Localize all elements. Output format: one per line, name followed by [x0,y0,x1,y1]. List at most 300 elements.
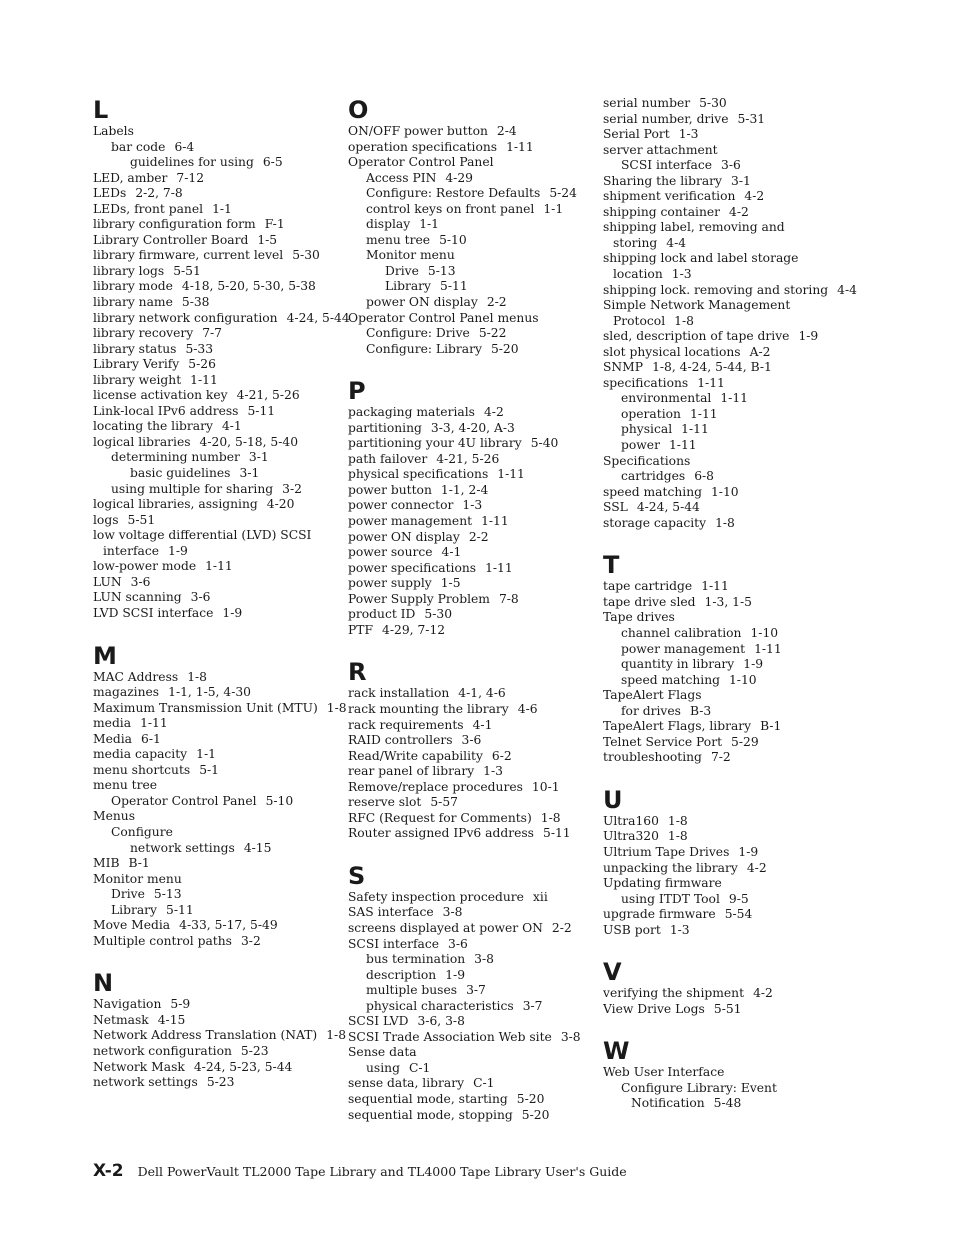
entry-term: Configure: Library [366,341,482,356]
entry-term: sequential mode, starting [348,1091,508,1106]
index-section-v [603,958,853,1017]
entry-pages: 5-9 [170,997,191,1012]
section-letter: O [348,96,369,124]
entry-term: operation [621,406,681,421]
entry-pages: 7-2 [710,750,731,765]
entry-pages: 1-8, 4-24, 5-44, B-1 [652,360,772,375]
index-entry [348,686,598,702]
entry-term: sled, description of tape drive [603,329,790,344]
entry-pages: 1-11 [481,514,509,529]
entry-term-continued: interface [103,543,159,558]
entry-term: shipping container [603,204,721,219]
entry-term: Web User Interface [603,1065,725,1080]
entry-term: media [93,716,132,731]
entry-term: power supply [348,576,432,591]
entry-pages: 3-2 [282,481,302,496]
entry-pages: 1-1, 2-4 [440,482,489,497]
entry-pages: 1-3 [669,922,690,937]
entry-pages: 4-1 [441,545,462,560]
entry-term: Configure: Drive [366,326,470,341]
entry-pages: 4-20 [266,497,295,512]
index-entry [603,391,853,407]
entry-pages: 1-3 [678,127,699,142]
index-entry [93,513,343,529]
index-entry [93,248,343,264]
entry-pages: 6-5 [262,155,283,170]
entry-pages: 3-6 [130,574,151,589]
entry-pages: 1-10 [750,625,779,640]
entry-continuation [93,544,343,560]
index-entry [93,700,347,717]
entry-pages: 3-8 [474,952,494,967]
entry-term: Serial Port [603,127,670,142]
section-letter: L [93,96,109,124]
entry-pages: 4-15 [157,1012,186,1027]
index-entry [93,809,343,825]
entry-term: tape cartridge [603,579,693,594]
index-entry [93,217,343,233]
entry-term: library weight [93,372,182,387]
index-entry [603,626,853,642]
entry-term: partitioning your 4U library [348,436,522,451]
entry-term: for drives [621,703,681,718]
entry-term: channel calibration [621,625,742,640]
entry-pages: 4-24, 5-44 [286,310,350,325]
entry-term: ON/OFF power button [348,124,488,138]
index-entry [603,688,853,704]
entry-pages: 1-11 [485,560,513,575]
entry-pages: 1-8 [326,700,347,715]
entry-term: low voltage differential (LVD) SCSI [93,528,312,543]
entry-term: multiple buses [366,983,458,998]
entry-term: TapeAlert Flags, library [603,719,752,734]
entry-term: power ON display [348,529,460,544]
entry-pages: 1-11 [754,641,782,656]
entry-term: Read/Write capability [348,748,483,763]
entry-term: logical libraries [93,434,191,449]
index-entry [603,376,853,392]
entry-term: guidelines for using [130,155,254,170]
index-entry [93,997,343,1013]
entry-pages: 5-11 [440,279,468,294]
index-entry [348,436,598,452]
index-section-w [603,1037,853,1112]
index-entry [348,749,598,765]
entry-pages: 5-51 [127,512,156,527]
entry-term: Ultra160 [603,813,659,828]
index-section-m [93,641,347,950]
index-entry [348,530,598,546]
entry-pages: 4-21, 5-26 [436,451,500,466]
index-section-o [348,96,598,357]
entry-term: Updating firmware [603,876,722,891]
entry-term: speed matching [603,484,702,499]
index-entry [93,747,343,763]
entry-continuation [603,236,853,252]
entry-term: path failover [348,451,428,466]
entry-term: Safety inspection procedure [348,889,524,904]
index-entry [348,890,598,906]
index-entry [603,595,853,611]
entry-pages: 5-13 [427,263,456,278]
index-entry [93,497,343,513]
index-entry [348,421,598,437]
entry-term: library status [93,341,177,356]
entry-term: Configure [111,824,173,839]
index-entry [603,1081,853,1112]
entry-term-continued: Protocol [613,313,666,328]
index-entry [603,719,853,735]
entry-continuation [621,1096,853,1112]
entry-term: verifying the shipment [603,986,745,1001]
index-entry [603,642,853,658]
index-entry [348,561,598,577]
index-entry [348,1092,598,1108]
entry-pages: 3-6 [448,936,468,951]
entry-pages: 1-5 [257,232,278,247]
entry-term: Configure Library: Event [621,1080,777,1095]
index-entry [348,999,598,1015]
entry-term: RAID controllers [348,733,453,748]
entry-term: logical libraries, assigning [93,497,258,512]
index-entry [348,405,598,421]
entry-term: menu tree [366,232,431,247]
section-letter: T [603,551,620,580]
index-entry [93,763,343,779]
entry-pages: 1-1 [419,217,440,232]
index-entry [348,795,598,811]
index-entry [93,233,343,249]
entry-term: library recovery [93,326,194,341]
section-letter: N [93,969,114,998]
entry-term: SSL [603,500,628,515]
entry-pages: 7-8 [498,591,519,606]
index-column-1 [93,96,350,1111]
entry-pages: 5-57 [430,795,458,810]
index-section-t [603,551,853,766]
index-entry [93,450,343,466]
entry-term: power ON display [366,295,478,310]
entry-term: Remove/replace procedures [348,779,523,794]
entry-pages: 1-3 [671,267,692,282]
entry-pages: 6-8 [694,469,714,484]
index-entry [93,357,343,373]
index-entry [93,310,350,327]
entry-term: display [366,217,411,232]
entry-pages: 1-11 [140,716,168,731]
index-entry [93,794,343,810]
page-footer [93,1161,627,1181]
entry-term: sense data, library [348,1076,465,1091]
entry-pages: 5-29 [731,734,759,749]
entry-pages: 3-6 [190,590,211,605]
index-entry [93,1075,343,1091]
section-letter: V [603,958,622,987]
entry-pages: 1-11 [668,438,697,453]
entry-pages: 5-31 [737,111,766,126]
entry-term: basic guidelines [130,466,231,481]
entry-pages: 6-1 [141,731,161,746]
entry-term: server attachment [603,142,718,157]
index-entry [93,903,343,919]
entry-term: product ID [348,607,416,622]
entry-term: Media [93,731,133,746]
entry-term: Labels [93,124,134,138]
book-title: Dell PowerVault TL2000 Tape Library and TL4000 Tape Library User's Guide [137,1164,627,1179]
entry-term: Library Controller Board [93,232,249,247]
index-entry [603,986,853,1002]
entry-term: SAS interface [348,905,434,920]
index-entry [93,373,343,389]
index-entry [603,96,853,112]
index-entry [348,718,598,734]
entry-pages: 4-1 [221,419,242,434]
entry-pages: C-1 [408,1060,431,1075]
entry-term: rack requirements [348,717,464,732]
index-entry [348,295,598,311]
entry-pages: 4-2 [753,986,773,1001]
index-entry [348,811,598,827]
page-number: X-2 [93,1161,124,1181]
entry-pages: 10-1 [531,779,560,794]
entry-term: power [621,438,660,453]
entry-term: rack installation [348,686,450,701]
entry-term: Router assigned IPv6 address [348,826,534,841]
index-entry [348,326,598,342]
entry-pages: 5-24 [549,186,577,201]
entry-term: network configuration [93,1043,232,1058]
entry-pages: 2-2 [486,295,507,310]
index-entry [93,140,343,156]
index-entry [93,466,343,482]
entry-pages: 3-7 [466,983,486,998]
index-entry [93,124,343,140]
entry-term: specifications [603,375,689,390]
index-entry [348,514,598,530]
entry-pages: 1-1 [212,201,232,216]
entry-term: Netmask [93,1012,149,1027]
index-entry [603,1065,853,1081]
index-entry [348,124,598,140]
index-entry [348,921,598,937]
index-entry [603,1002,853,1018]
index-entry [603,814,853,830]
entry-term: Drive [111,887,145,902]
index-entry [93,388,343,404]
index-entry [93,1060,343,1076]
entry-term: USB port [603,922,661,937]
section-letter: R [348,658,367,687]
index-entry [603,329,853,345]
index-column-2 [348,96,598,1143]
entry-term: MIB [93,856,120,871]
index-entry [603,112,853,128]
entry-term: troubleshooting [603,750,702,765]
index-entry [93,419,343,435]
entry-pages: 3-1 [239,466,260,481]
entry-term: library name [93,295,173,310]
index-entry [93,482,343,498]
entry-term: Ultra320 [603,829,659,844]
index-entry [603,485,853,501]
entry-term: network settings [130,840,235,855]
index-entry [348,202,598,218]
entry-pages: 1-8 [674,313,694,328]
index-section-r [348,658,598,841]
index-entry [348,764,598,780]
index-entry [93,559,343,575]
index-entry [93,685,343,701]
index-entry [348,826,598,842]
index-entry [93,171,343,187]
entry-pages: 7-12 [176,170,205,185]
entry-pages: 1-11 [697,375,725,390]
index-entry [93,825,343,841]
index-entry [348,623,598,639]
entry-pages: 1-9 [222,605,243,620]
entry-term: SNMP [603,360,644,375]
entry-pages: 3-3, 4-20, A-3 [430,420,515,435]
entry-pages: 1-8 [187,669,208,684]
entry-pages: 1-11 [205,559,233,574]
entry-pages: 1-3, 1-5 [704,594,752,609]
entry-pages: 5-33 [185,341,214,356]
index-entry [603,345,853,361]
entry-term: unpacking the library [603,860,738,875]
entry-pages: 1-8 [715,515,735,530]
entry-pages: 7-7 [202,326,222,341]
index-entry [603,861,853,877]
entry-pages: 1-8 [667,813,688,828]
index-entry [603,143,853,159]
entry-term: SCSI LVD [348,1014,409,1029]
entry-pages: 4-6 [517,701,538,716]
index-entry [603,422,853,438]
index-entry [348,342,598,358]
entry-term: low-power mode [93,559,197,574]
entry-term: upgrade firmware [603,907,716,922]
entry-term: Link-local IPv6 address [93,403,239,418]
index-entry [348,498,598,514]
index-entry [603,750,853,766]
index-entry [603,189,853,205]
entry-term: RFC (Request for Comments) [348,810,532,825]
entry-term: Drive [385,263,419,278]
index-entry [603,298,853,329]
entry-term: LUN [93,574,122,589]
index-entry [603,438,853,454]
index-entry [93,435,343,451]
entry-term: network settings [93,1075,198,1090]
entry-pages: 5-13 [153,887,182,902]
index-entry [348,576,598,592]
entry-term: Maximum Transmission Unit (MTU) [93,700,318,715]
entry-pages: 2-2, 7-8 [135,186,183,201]
entry-term: Multiple control paths [93,933,232,948]
index-section-l [93,96,350,622]
entry-term: quantity in library [621,657,735,672]
entry-term: serial number [603,96,691,110]
entry-term: SCSI interface [348,936,440,951]
index-entry [603,174,853,190]
index-entry [93,342,343,358]
entry-pages: 1-5 [440,576,461,591]
index-entry [93,732,343,748]
index-entry [348,264,598,280]
entry-term: Menus [93,809,136,824]
entry-term-continued: storing [613,235,658,250]
entry-term: partitioning [348,420,422,435]
index-entry [348,467,598,483]
index-entry [348,983,598,999]
index-entry [603,158,853,174]
index-entry [93,670,343,686]
entry-term: library network configuration [93,310,278,325]
index-entry [603,610,853,626]
entry-pages: 1-9 [168,543,188,558]
index-entry [603,205,853,221]
index-entry [93,1044,343,1060]
entry-pages: 5-38 [181,295,210,310]
entry-term: Tape drives [603,610,675,625]
entry-pages: 6-2 [491,748,512,763]
entry-pages: 5-51 [713,1001,742,1016]
entry-term: shipping lock and label storage [603,251,799,266]
index-entry [348,780,598,796]
index-entry [348,1061,598,1077]
entry-term: determining number [111,450,240,465]
entry-pages: 1-11 [720,391,748,406]
index-entry [348,186,598,202]
index-entry [93,155,343,171]
entry-term-continued: Notification [631,1096,705,1111]
entry-pages: 1-11 [190,372,218,387]
index-entry [93,778,343,794]
entry-term: Specifications [603,453,691,468]
entry-term: screens displayed at power ON [348,920,543,935]
index-entry [603,923,853,939]
index-entry [93,872,343,888]
entry-pages: 1-8 [326,1028,347,1043]
entry-pages: 5-11 [543,826,571,841]
index-entry [348,311,598,327]
index-entry [93,326,343,342]
index-entry [603,127,853,143]
entry-pages: 1-11 [506,139,534,154]
entry-term: packaging materials [348,405,475,420]
entry-pages: 5-20 [521,1107,550,1122]
entry-term: operation specifications [348,139,498,154]
index-entry [348,233,598,249]
index-entry [603,360,853,376]
entry-pages: 3-6 [721,158,741,173]
index-entry [93,202,343,218]
entry-term: bus termination [366,952,466,967]
entry-pages: 3-8 [560,1029,581,1044]
entry-pages: 9-5 [728,891,749,906]
entry-term: Monitor menu [93,871,182,886]
index-entry [603,251,853,282]
entry-pages: 1-1, 1-5, 4-30 [168,685,251,700]
entry-pages: xii [532,889,548,904]
entry-pages: 5-54 [724,907,753,922]
entry-term: reserve slot [348,795,422,810]
entry-term: power connector [348,498,454,513]
entry-term: Power Supply Problem [348,591,490,606]
index-entry [603,579,853,595]
entry-pages: 1-11 [681,422,709,437]
section-letter: P [348,377,366,406]
